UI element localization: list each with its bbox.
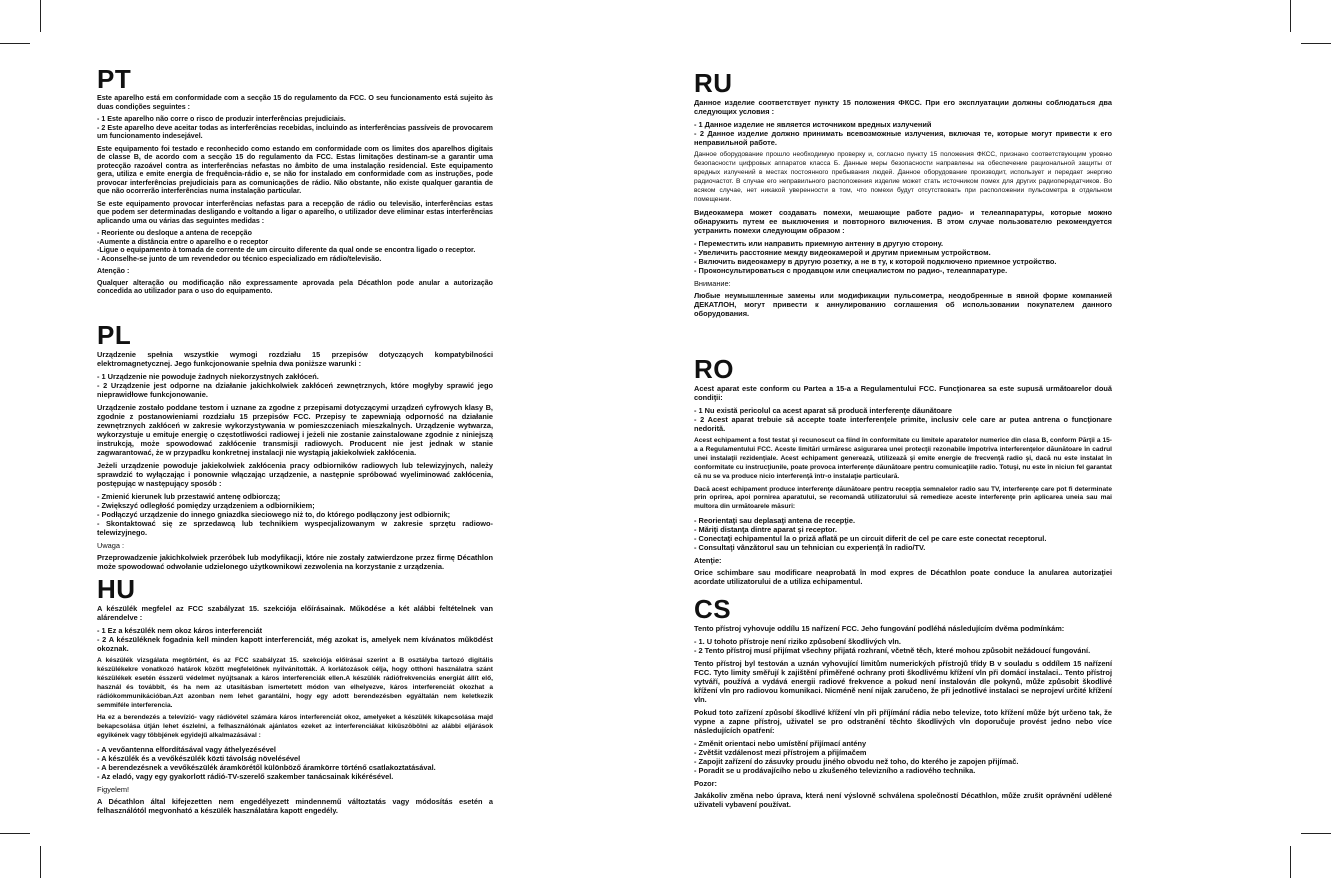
language-code: HU xyxy=(97,574,136,604)
conditions-list xyxy=(97,626,493,653)
testing-paragraph: Tento přístroj byl testován a uznán vyhovující limitům numerických přístrojů třídy B v souladu s oddílem 15 nařízení FCC. Tyto limity směřují k zajištění přiměřené ochrany proti škodlivému křížení vln při domácí instalaci.. Tento přístroj vytváří, používá a vydává energii radiové frekvence a pokud není instalován dle pokynů, může způsobit škodlivé křížení vln pro radiovou komunikaci. Nicméně není nijak zaručeno, že při jednotlivé instalaci se neprojeví určité křížení vln. xyxy=(694,659,1112,704)
list-item: - Skontaktować się ze sprzedawcą lub technikiem wyspecjalizowanym w zakresie sprzętu radiowo-telewizyjnego. xyxy=(97,519,493,537)
compliance-intro: A készülék megfelel az FCC szabályzat 15. szekciója előírásainak. Működése a két alábbi feltételnek van alárendelve : xyxy=(97,604,493,622)
compliance-intro: Urządzenie spełnia wszystkie wymogi rozdziału 15 przepisów dotyczących kompatybilności elektromagnetycznej. Jego funkcjonowanie spełnia dwa poniższe warunki : xyxy=(97,350,493,368)
list-item: - Consultaţi vânzătorul sau un tehnician cu experienţă în radio/TV. xyxy=(694,543,926,553)
section-hu xyxy=(97,576,493,819)
crop-mark xyxy=(1290,0,1291,32)
measures-list xyxy=(97,492,493,537)
crop-mark xyxy=(1301,833,1331,834)
conditions-list xyxy=(694,637,1112,655)
list-item: - 2 Tento přístroj musí přijímat všechny přijatá rozhraní, včetně těch, které mohou způsobit nežádoucí fungování. xyxy=(694,646,1091,655)
attention-label: Pozor: xyxy=(694,779,717,788)
section-pt xyxy=(97,66,493,300)
list-item: - Reorientaţi sau deplasaţi antena de recepţie. xyxy=(694,516,856,526)
measures-intro: Pokud toto zařízení způsobí škodlivé křížení vln při příjímání rádia nebo televize, toto křížení může být určeno tak, že vypne a zapne přístroj, uživatel se pro odstranění těchto škodlivých vln doporučuje provést jedno nebo více následujících opatření: xyxy=(694,708,1112,735)
testing-paragraph: Este equipamento foi testado e reconhecido como estando em conformidade com os limites dos aparelhos digitais de classe B, de acordo com a secção 15 do regulamento da FCC. Estas limitações destinam-se a garantir uma protecção razoável contra as interferências nefastas no âmbito de uma instalação residencial. Este equipamento gera, utiliza e emite energia de frequência-rádio e, se não for instalado em conformidade com as instruções, pode provocar interferências prejudiciais para as comunicações de rádio. Não obstante, não existe qualquer garantia de que não ocorrerão interferências numa instalação particular. xyxy=(97,144,493,195)
list-item: - Переместить или направить приемную антенну в другую сторону. xyxy=(694,239,944,249)
crop-mark xyxy=(0,43,30,44)
crop-mark xyxy=(0,833,30,834)
list-item: - Poradit se u prodávajícího nebo u zkušeného televizního a radiového technika. xyxy=(694,766,976,775)
conditions-list xyxy=(97,115,493,141)
list-item: - Změnit orientaci nebo umístění přijímací antény xyxy=(694,739,867,748)
attention-text: A Décathlon által kifejezetten nem engedélyezett mindennemű változtatás vagy módosítás esetén a felhasználótól megvonható a készülék használatára kapott engedély. xyxy=(97,797,493,816)
language-code: PL xyxy=(97,320,132,350)
list-item: -Aumente a distância entre o aparelho e o receptor xyxy=(97,237,269,246)
section-ru xyxy=(694,70,1112,322)
list-item: - Zwiększyć odległość pomiędzy urządzeniem a odbiornikiem; xyxy=(97,501,315,510)
measures-intro: Dacă acest echipament produce interferenţe dăunătoare pentru recepţia semnalelor radio sau TV, interferenţe care pot fi determinate prin oprirea, apoi pornirea aparatului, se recomandă utilizatorului să remedieze aceste interferenţe prin aplicarea uneia sau mai multora din următoarele măsuri: xyxy=(694,485,1112,511)
language-code: PT xyxy=(97,64,132,94)
testing-paragraph: Acest echipament a fost testat şi recunoscut ca fiind în conformitate cu limitele aparatelor numerice din clasa B, conform Părţii a 15-a a Regulamentului FCC. Aceste limitări urmăresc asigurarea unei protecţii rezonabile împotriva interferenţelor dăunătoare în cadrul unei instalaţii rezidenţiale. Acest echipament generează, utilizează şi emite energie de frecvenţă radio şi, dacă nu este instalat în conformitate cu instrucţiunile, poate provoca interferenţe dăunătoare pentru comunicaţiile radio. Totuşi, nu este în niciun fel garantat că nu se va produce nicio interferenţă într-o instalaţie particulară. xyxy=(694,437,1112,480)
list-item: - 1 Nu există pericolul ca acest aparat să producă interferenţe dăunătoare xyxy=(694,406,952,415)
list-item: - 1 Данное изделие не является источником вредных излучений xyxy=(694,120,932,129)
list-item: - 2 A készüléknek fogadnia kell minden kapott interferenciát, még azokat is, amelyek nem kívánatos működést okoznak. xyxy=(97,635,493,653)
list-item: - Включить видеокамеру в другую розетку, а не в ту, к которой подключено приемное устройство. xyxy=(694,257,1057,267)
conditions-list xyxy=(694,406,1112,433)
attention-text: Qualquer alteração ou modificação não expressamente aprovada pela Décathlon pode anular a autorização concedida ao utilizador para o uso do equipamento. xyxy=(97,278,493,295)
list-item: - Zvětšit vzdálenost mezi přístrojem a přijímačem xyxy=(694,748,867,757)
measures-intro: Ha ez a berendezés a televízió- vagy rádióvétel számára káros interferenciát okoz, amelyeket a készülék kikapcsolása majd bekapcsolása útján lehet észlelni, a felhasználónak ajánlatos ezeket az interferenciákat kiküszöbölni az alábbi eljárások egyikének vagy többjének egyidejű alkalmazásával : xyxy=(97,714,493,740)
attention-label: Внимание: xyxy=(694,279,731,289)
attention-text: Jakákoliv změna nebo úprava, která není výslovně schválena společností Décathlon, může zrušit oprávnění udělené uživateli vybavení používat. xyxy=(694,791,1112,809)
list-item: - 1. U tohoto přístroje není riziko způsobení škodlivých vln. xyxy=(694,637,901,646)
crop-mark xyxy=(1290,846,1291,878)
measures-list xyxy=(694,739,1112,775)
list-item: - Zmienić kierunek lub przestawić antenę odbiorczą; xyxy=(97,492,281,501)
attention-label: Figyelem! xyxy=(97,785,130,795)
attention-label: Atenção : xyxy=(97,267,130,275)
list-item: - 1 Ez a készülék nem okoz káros interferenciát xyxy=(97,626,263,635)
compliance-intro: Данное изделие соответствует пункту 15 положения ФКСС. При его эксплуатации должны соблюдаться два следующих условия : xyxy=(694,98,1112,116)
list-item: - 2 Este aparelho deve aceitar todas as interferências recebidas, incluindo as interferências passíveis de provocarem um funcionamento indesejável. xyxy=(97,123,493,140)
list-item: - 1 Urządzenie nie powoduje żadnych niekorzystnych zakłóceń. xyxy=(97,372,319,381)
language-code: RU xyxy=(694,68,733,98)
attention-label: Atenţie: xyxy=(694,556,722,566)
crop-mark xyxy=(1301,43,1331,44)
language-code: RO xyxy=(694,354,734,384)
section-ro xyxy=(694,356,1112,590)
measures-list xyxy=(694,239,1112,275)
list-item: - A készülék és a vevőkészülék közti távolság növelésével xyxy=(97,754,301,764)
list-item: - A berendezésnek a vevőkészülék áramkörétől különböző áramkörre történő csatlakoztatásával. xyxy=(97,763,436,773)
testing-paragraph: Urządzenie zostało poddane testom i uznane za zgodne z przepisami dotyczącymi urządzeń cyfrowych klasy B, zgodnie z postanowieniami rozdziału 15 przepisów FCC. Przepisy te zapewniają odporność na działanie zewnętrznych zakłóceń w zakresie wykorzystywania w pomieszczeniach mieszkalnych. Urządzenie wytwarza, wykorzystuje u emituje energię o częstotliwości radiowej i jeżeli nie zostanie zainstalowane zgodnie z niniejszą instrukcją, może spowodować zakłócenie transmisji radiowych. Producent nie jest jednak w stanie zagwarantować, że w przypadku konkretnej instalacji nie wystąpią jakiekolwiek zakłócenia. xyxy=(97,403,493,457)
list-item: - A vevőantenna elfordításával vagy áthelyezésével xyxy=(97,745,276,755)
measures-intro: Se este equipamento provocar interferências nefastas para a recepção de rádio ou televisão, interferências estas que podem ser determinadas desligando e voltando a ligar o aparelho, o utilizador deve eliminar estas interferências aplicando uma ou várias das seguintes medidas : xyxy=(97,199,493,225)
list-item: - 2 Urządzenie jest odporne na działanie jakichkolwiek zakłóceń zewnętrznych, które mogłyby sprawić jego nieprawidłowe funkcjonowanie. xyxy=(97,381,493,399)
list-item: - Aconselhe-se junto de um revendedor ou técnico especializado em rádio/televisão. xyxy=(97,254,382,263)
list-item: - Podłączyć urządzenie do innego gniazdka sieciowego niż to, do którego podłączony jest odbiornik; xyxy=(97,510,451,519)
crop-mark xyxy=(40,0,41,32)
conditions-list xyxy=(97,372,493,399)
attention-text: Любые неумышленные замены или модификации пульсометра, неодобренные в явной форме компанией ДЕКАТЛОН, могут привести к аннулированию соглашения об использовании покупателем данного оборудования. xyxy=(694,291,1112,319)
measures-intro: Jeżeli urządzenie powoduje jakiekolwiek zakłócenia pracy odbiorników radiowych lub telewizyjnych, należy sprawdzić to wyłączając i ponownie włączając urządzenie, a następnie spróbować wyeliminować zakłócenia, postępując w następujący sposób : xyxy=(97,461,493,488)
conditions-list xyxy=(694,120,1112,147)
list-item: - Măriţi distanţa dintre aparat şi receptor. xyxy=(694,525,837,535)
section-pl xyxy=(97,322,493,575)
compliance-intro: Tento přístroj vyhovuje oddílu 15 nařízení FCC. Jeho fungování podléhá následujícím dvěma podmínkám: xyxy=(694,624,1065,633)
measures-list xyxy=(694,516,1112,552)
measures-intro: Видеокамера может создавать помехи, мешающие работе радио- и телеаппаратуры, которые можно обнаружить путем ее выключения и повторного включения. В этом случае пользователю рекомендуется устранить помехи следующим образом : xyxy=(694,208,1112,236)
list-item: - Zapojit zařízení do zásuvky proudu jiného obvodu než toho, do kterého je zapojen přijímač. xyxy=(694,757,1019,766)
list-item: - 1 Este aparelho não corre o risco de produzir interferências prejudiciais. xyxy=(97,115,346,123)
list-item: - Conectaţi echipamentul la o priză aflată pe un circuit diferit de cel pe care este conectat receptorul. xyxy=(694,534,1047,544)
measures-list xyxy=(97,229,493,263)
measures-list xyxy=(97,745,493,781)
attention-label: Uwaga : xyxy=(97,541,125,550)
list-item: - Проконсультироваться с продавцом или специалистом по радио-, телеаппаратуре. xyxy=(694,266,1008,276)
attention-text: Orice schimbare sau modificare neaprobată în mod expres de Décathlon poate conduce la anularea autorizaţiei acordate utilizatorului de a utiliza echipamentul. xyxy=(694,568,1112,587)
compliance-intro: Este aparelho está em conformidade com a secção 15 do regulamento da FCC. O seu funcionamento está sujeito às duas condições seguintes : xyxy=(97,94,493,111)
list-item: -Ligue o equipamento à tomada de corrente de um circuito diferente da qual onde se encontra ligado o receptor. xyxy=(97,246,476,254)
language-code: CS xyxy=(694,594,732,624)
list-item: - 2 Acest aparat trebuie să accepte toate interferenţele primite, inclusiv cele care ar putea antrena o funcţionare nedorită. xyxy=(694,415,1112,433)
list-item: - Увеличить расстояние между видеокамерой и другим приемным устройством. xyxy=(694,248,991,258)
testing-paragraph: Данное оборудование прошло необходимую проверку и, согласно пункту 15 положения ФКСС, признано соответствующим уровню безопасности цифровых аппаратов класса Б. Данные меры безопасности направлены на обеспечение рациональной защиты от вредных излучений в местах постоянного пребывания людей. Данное оборудование производит, использует и передает энергию радиочастот. В случае его неправильного расположения изделие может стать источником помех для других радиопередатчиков. Во всяком случае, нет никакой уверенности в том, что помехи будут отсутствовать при расположении пульсометра в отдельном помещении. xyxy=(694,151,1112,203)
compliance-intro: Acest aparat este conform cu Partea a 15-a a Regulamentului FCC. Funcţionarea sa este supusă următoarelor două condiţii: xyxy=(694,384,1112,402)
section-cs xyxy=(694,596,1112,813)
crop-mark xyxy=(40,846,41,878)
list-item: - Az eladó, vagy egy gyakorlott rádió-TV-szerelő szakember tanácsainak kikérésével. xyxy=(97,772,394,782)
testing-paragraph: A készülék vizsgálata megtörtént, és az FCC szabályzat 15. szekciója előírásai szerint a B osztályba tartozó digitális készülékekre vonatkozó határok között megfelelőnek nyilvánították. A korlátozások célja, hogy otthoni használatra szánt készülékek esetén ésszerű védelmet nyújtsanak a káros interferenciák ellen.A készülék rádiófrekvenciás energiát állít elő, használ és továbbít, és ha nem az utasításban ismertetett módon van elhelyezve, káros interferenciát okozhat a rádiókommunikációban.Azt azonban nem lehet garantálni, hogy egy adott berendezésben egyáltalán nem keletkezik semmiféle interferencia. xyxy=(97,657,493,709)
attention-text: Przeprowadzenie jakichkolwiek przeróbek lub modyfikacji, które nie zostały zatwierdzone przez firmę Décathlon może spowodować odwołanie udzielonego użytkownikowi zezwolenia na korzystanie z urządzenia. xyxy=(97,553,493,571)
list-item: - 2 Данное изделие должно принимать всевозможные излучения, включая те, которые могут привести к его неправильной работе. xyxy=(694,129,1112,147)
list-item: - Reoriente ou desloque a antena de recepção xyxy=(97,229,252,237)
